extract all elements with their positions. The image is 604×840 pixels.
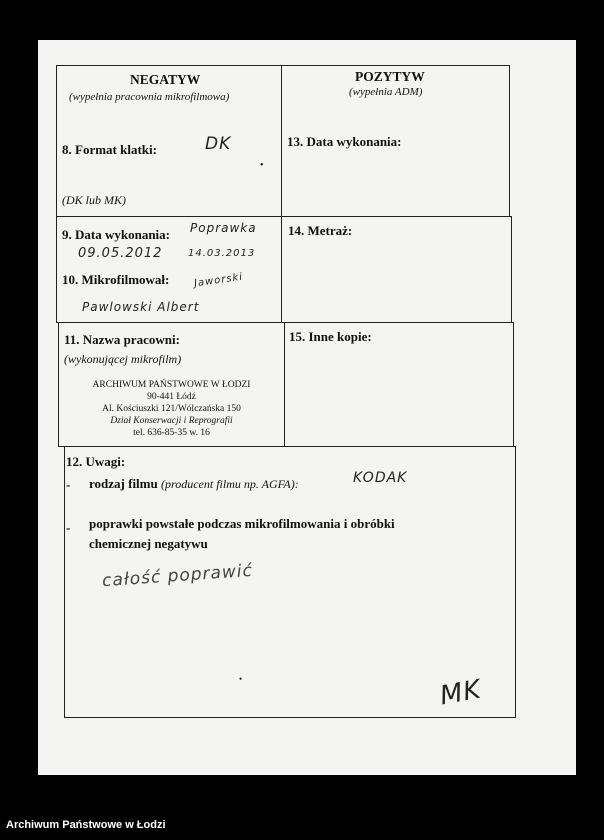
pozytyw-date-label: 13. Data wykonania: [287, 134, 402, 149]
metraz-label: 14. Metraż: [288, 223, 353, 238]
negatyw-subtitle: (wypełnia pracownia mikrofilmowa) [69, 91, 230, 103]
form-sheet [38, 40, 576, 775]
small-mark: • [239, 674, 243, 684]
negatyw-date-note: Poprawka [190, 221, 257, 235]
mikrofilmowal-signature: Jaworski [193, 271, 244, 290]
pracownia-stamp [58, 379, 285, 439]
negatyw-title: NEGATYW [130, 72, 201, 87]
mikrofilmowal-names: Pawlowski Albert [82, 300, 200, 314]
mikrofilmowal-label: 10. Mikrofilmował: [62, 272, 170, 287]
stamp-line: Al. Kościuszki 121/Wólczańska 150 [102, 404, 241, 414]
poprawki-line1: poprawki powstałe podczas mikrofilmowania i obróbki [89, 516, 395, 531]
pracownia-sublabel: (wykonującej mikrofilm) [64, 352, 182, 366]
inne-kopie-label: 15. Inne kopie: [289, 329, 372, 344]
stamp-line: Dział Konserwacji i Reprografii [110, 416, 233, 426]
pozytyw-subtitle: (wypełnia ADM) [349, 86, 423, 98]
film-italic: (producent filmu np. AGFA): [160, 477, 299, 491]
film-value: KODAK [353, 470, 408, 486]
film-bold: rodzaj filmu [89, 476, 158, 491]
negatyw-date-1: 09.05.2012 [78, 246, 163, 261]
format-label: 8. Format klatki: [62, 142, 157, 157]
format-dot: • [260, 160, 264, 171]
uwagi-initials: MK [437, 674, 484, 712]
film-line [89, 476, 299, 492]
poprawki-line2: chemicznej negatywu [89, 536, 208, 551]
pracownia-label: 11. Nazwa pracowni: [64, 332, 180, 347]
negatyw-date-2: 14.03.2013 [188, 248, 256, 259]
uwagi-bullet-1: - [66, 477, 71, 492]
negatyw-date-label: 9. Data wykonania: [62, 227, 170, 242]
stamp-line: tel. 636-85-35 w. 16 [133, 428, 210, 438]
uwagi-label: 12. Uwagi: [66, 454, 126, 469]
format-hint: (DK lub MK) [62, 193, 126, 207]
archive-footer: Archiwum Państwowe w Łodzi [6, 819, 166, 831]
pozytyw-title: POZYTYW [355, 69, 425, 84]
format-value: DK [205, 134, 232, 154]
uwagi-bullet-2: - [66, 520, 71, 535]
uwagi-handwritten: całość poprawić [101, 560, 254, 592]
stamp-line: 90-441 Łódź [147, 392, 196, 402]
stamp-line: ARCHIWUM PAŃSTWOWE W ŁODZI [92, 380, 251, 390]
